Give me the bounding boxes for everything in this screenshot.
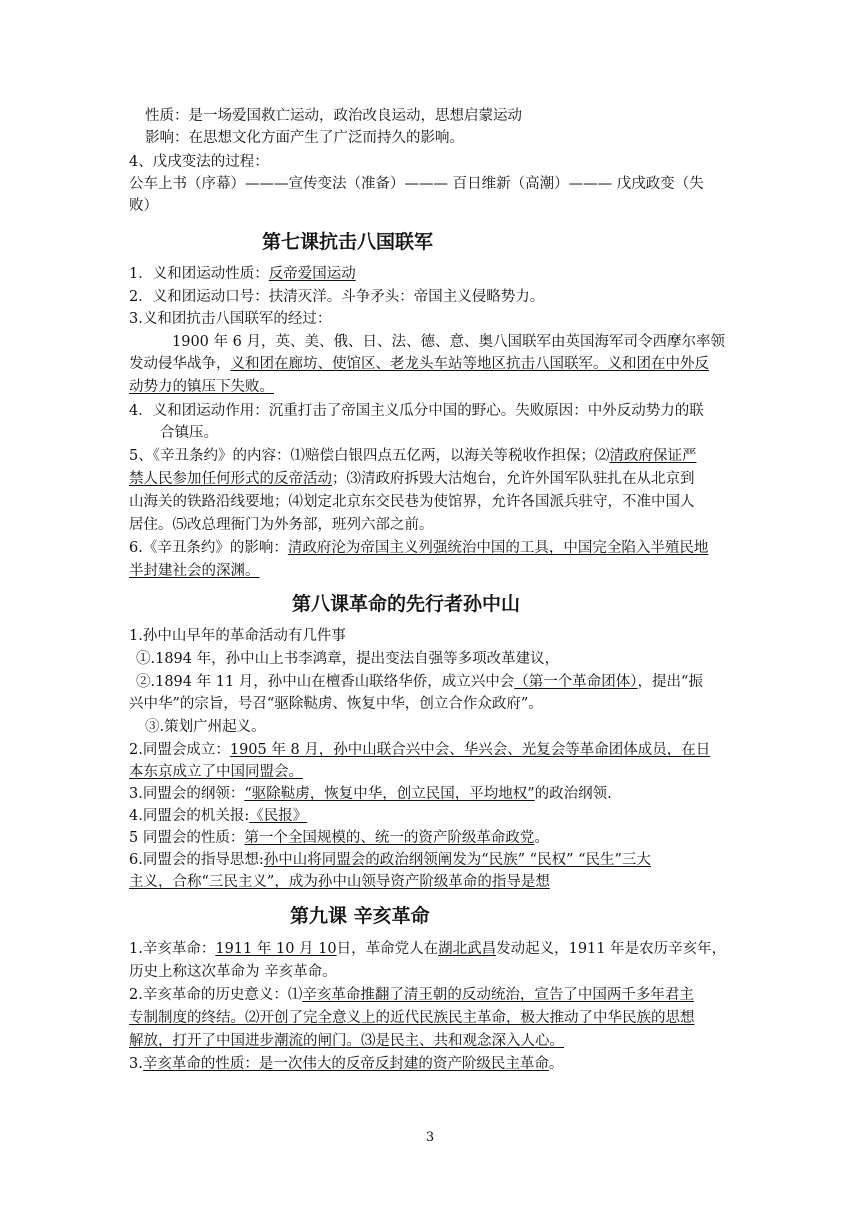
text: 6.同盟会的指导思想: [129, 852, 264, 868]
underlined-text: 反帝爱国运动 [268, 266, 356, 282]
text: 。 [548, 1056, 564, 1072]
lesson-9-item-1 [129, 939, 732, 959]
underlined-text: 解放，打开了中国进步潮流的闸门。⑶是民主、共和观念深入人心。 [129, 1033, 564, 1049]
underlined-text: 动势力的镇压下失败。 [129, 379, 274, 395]
underlined-text: 清政府保证严 [609, 448, 697, 464]
lesson-9-item-2 [129, 985, 732, 1005]
underlined-place: 湖北武昌 [438, 941, 497, 957]
lesson-8-sub-2-cont: 兴中华”的宗旨，号召“驱除鞑虏、恢复中华，创立合作众政府”。 [129, 696, 543, 712]
underlined-text: 辛亥革命的性质：是一次伟大的反帝反封建的资产阶级民主革命 [142, 1056, 549, 1072]
lesson-8-title: 第八课革命的先行者孙中山 [292, 593, 521, 615]
lesson-9-item-2-end [129, 1031, 732, 1051]
lesson-8-item-6 [129, 850, 732, 870]
nature-line: 性质：是一场爱国救亡运动，政治改良运动，思想启蒙运动 [145, 108, 522, 124]
lesson-7-item-3: 3.义和团抗击八国联军的经过： [129, 311, 332, 327]
text: 日，革命党人在 [336, 941, 439, 957]
text: ②.1894 年 11 月，孙中山在檀香山联络华侨，成立兴中会 [136, 674, 515, 690]
lesson-7-title: 第七课抗击八国联军 [262, 231, 434, 253]
underlined-text: 禁人民参加任何形式的反帝活动 [129, 471, 332, 487]
underlined-text: 主义，合称“三民主义”，成为孙中山领导资产阶级革命的指导是想 [129, 874, 550, 890]
lesson-8-sub-3: ③.策划广州起义。 [145, 719, 266, 735]
underlined-text: 孙中山将同盟会的政治纲领阐发为“民族” “民权” “民生”三大 [263, 852, 651, 868]
influence-line: 影响：在思想文化方面产生了广泛而持久的影响。 [145, 130, 464, 146]
lesson-7-item-5 [129, 446, 732, 466]
text: 1．义和团运动性质： [129, 266, 269, 282]
text: 3.同盟会的纲领： [129, 786, 245, 802]
lesson-7-item-2: 2．义和团运动口号：扶清灭洋。斗争矛头：帝国主义侵略势力。 [129, 289, 545, 305]
text: 发动起义，1911 年是农历辛亥年， [496, 941, 727, 957]
underlined-text: 1905 年 8 月，孙中山联合兴中会、华兴会、光复会等革命团体成员，在日 [229, 742, 711, 758]
process-line-cont: 败） [129, 198, 158, 214]
process-heading: 4、戊戌变法的过程： [129, 154, 269, 170]
lesson-7-item-6-end [129, 561, 732, 581]
underlined-text: 专制制度的终结。⑵开创了完全意义上的近代民族民主革命，极大推动了中华民族的思想 [129, 1010, 695, 1026]
lesson-8-item-2-cont [129, 762, 732, 782]
lesson-8-sub-2 [136, 672, 739, 692]
underlined-text: 义和团在廊坊、使馆区、老龙头车站等地区抗击八国联军。义和团在中外反 [230, 356, 709, 372]
text: 1.辛亥革命： [129, 941, 216, 957]
lesson-8-item-3 [129, 784, 732, 804]
lesson-8-item-1: 1.孙中山早年的革命活动有几件事 [129, 628, 346, 644]
text: 的政治纲领. [534, 786, 612, 802]
text: ；⑶清政府拆毁大沽炮台，允许外国军队驻扎在从北京到 [332, 471, 695, 487]
lesson-8-sub-1: ①.1894 年，孙中山上书李鸿章，提出变法自强等多项改革建议， [136, 651, 560, 667]
process-line: 公车上书（序幕）———宣传变法（准备）——— 百日维新（高潮）——— 戊戌政变（失 [129, 176, 704, 192]
text: 6.《辛丑条约》的影响： [129, 540, 288, 556]
text: 4.同盟会的机关报: [129, 808, 250, 824]
text: 3. [129, 1056, 143, 1072]
text: 。 [534, 830, 549, 846]
underlined-text: 辛亥革命推翻了清王朝的反动统治，宣告了中国两千多年君主 [302, 987, 694, 1003]
lesson-7-item-5-cont [129, 469, 732, 489]
underlined-text: 本东京成立了中国同盟会。 [129, 764, 303, 780]
text: ，提出“振 [637, 674, 703, 690]
lesson-7-paragraph: 1900 年 6 月，英、美、俄、日、法、德、意、奥八国联军由英国海军司令西摩尔率领 [172, 334, 725, 350]
lesson-8-item-4 [129, 806, 732, 826]
text: 2.同盟会成立： [129, 742, 230, 758]
page-number: 3 [425, 1130, 435, 1145]
lesson-9-item-3 [129, 1054, 732, 1074]
lesson-7-item-1 [129, 264, 732, 284]
lesson-8-item-6-end [129, 872, 732, 892]
lesson-7-item-5-cont: 山海关的铁路沿线要地；⑷划定北京东交民巷为使馆界，允许各国派兵驻守，不准中国人 [129, 494, 695, 510]
lesson-7-paragraph-end [129, 377, 732, 397]
underlined-date: 1911 年 10 月 10 [215, 941, 337, 957]
lesson-7-item-4-cont: 合镇压。 [160, 425, 218, 441]
lesson-8-item-5 [129, 828, 732, 848]
text: 5 同盟会的性质： [129, 830, 245, 846]
underlined-text: （第一个革命团体） [514, 674, 638, 690]
underlined-text: 清政府沦为帝国主义列强统治中国的工具，中国完全陷入半殖民地 [287, 540, 709, 556]
lesson-9-title: 第九课 辛亥革命 [290, 905, 430, 927]
lesson-8-item-2 [129, 740, 732, 760]
lesson-7-item-6 [129, 538, 732, 558]
underlined-text: 第一个全国规模的、统一的资产阶级革命政党 [244, 830, 535, 846]
lesson-9-item-1-cont: 历史上称这次革命为 辛亥革命。 [129, 964, 337, 980]
lesson-9-item-2-cont [129, 1008, 732, 1028]
text: 5、《辛丑条约》的内容：⑴赔偿白银四点五亿两，以海关等税收作担保；⑵ [129, 448, 610, 464]
underlined-text: 半封建社会的深渊。 [129, 563, 260, 579]
underlined-text: “驱除鞑虏，恢复中华，创立民国，平均地权” [244, 786, 535, 802]
text: 2.辛亥革命的历史意义：⑴ [129, 987, 303, 1003]
lesson-7-item-4: 4．义和团运动作用：沉重打击了帝国主义瓜分中国的野心。失败原因：中外反动势力的联 [129, 403, 704, 419]
lesson-7-item-5-end: 居住。⑸改总理衙门为外务部，班列六部之前。 [129, 517, 434, 533]
underlined-text: 《民报》 [249, 808, 308, 824]
text: 发动侵华战争， [129, 356, 231, 372]
lesson-7-paragraph-cont [129, 354, 732, 374]
